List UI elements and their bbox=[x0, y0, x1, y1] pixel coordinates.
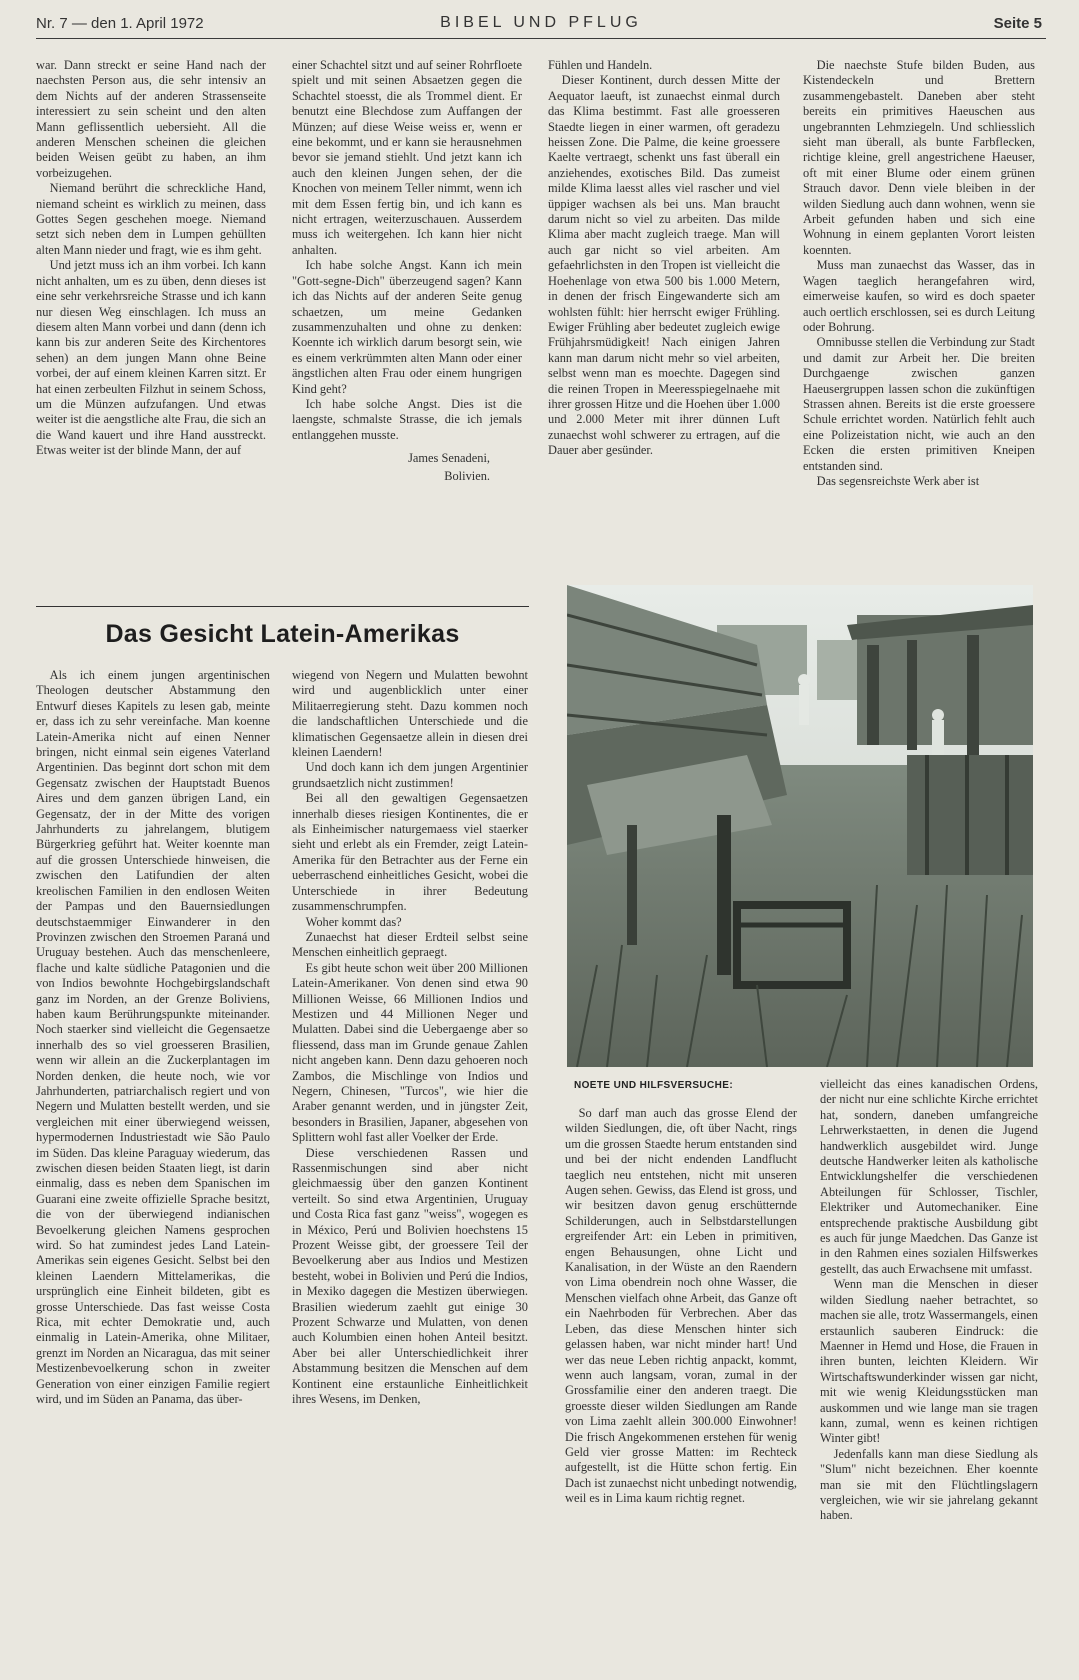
article-headline: Das Gesicht Latein-Amerikas bbox=[105, 620, 460, 648]
paragraph: Die naechste Stufe bilden Buden, aus Kistendeckeln und Brettern zusammengebastelt. Daneben aber steht bereits ein primitives Haeuschen aus ungebrannten Lehmziegeln. Und schliesslich sieht man überall, als bunte Farbflecken, richtige kleine, grell angestrichene Haeuser, oft mit einer Blume oder einem grünen Strauch davor. Denn viele bleiben in der wilden Siedlung auch dann wohnen, wenn sie Arbeit gefunden haben und sich eine Wohnung in einem geplanten Vorort leisten koennten. bbox=[803, 58, 1035, 257]
paragraph: vielleicht das eines kanadischen Ordens, der nicht nur eine schlichte Kirche errichtet hat, sondern, daneben umfangreiche Lehrwerkstaetten, in denen die Jugend handwerklich ausgebildet wird. Junge deutsche Handwerker leiten als katholische Entwicklungshelfer die verschiedenen Abteilungen für Schlosser, Tischler, Elektriker und Automechaniker. Eine entsprechende praktische Ausbildung gibt es auch für junge Maedchen. Das Ganze ist in den Rahmen eines sozialen Hilfswerkes gestellt, das auch Erwachsene mit umfasst. bbox=[820, 1077, 1038, 1276]
paragraph: Bei all den gewaltigen Gegensaetzen innerhalb dieses riesigen Kontinentes, die er als Einheimischer naturgemaess viel staerker sieht und erlebt als ein Fremder, zeigt Latein-Amerika für den Betrachter aus der Ferne ein ueberraschend einheitliches Gesicht, wobei die Unterschiede in ihrer Bedeutung zusammenschrumpfen. bbox=[292, 791, 528, 914]
paragraph: Ich habe solche Angst. Kann ich mein "Gott-segne-Dich" überzeugend sagen? Kann ich das Nichts auf der anderen Seite genug schaetzen, um meine Gedanken zusammenzuhalten und ohne zu denken: Koennte ich wirklich darum besorgt sein, wie es einem verkrümmten alten Mann oder einer ängstlichen alten Frau oder einem hungrigen Kind geht? bbox=[292, 258, 522, 396]
paragraph: Fühlen und Handeln. bbox=[548, 58, 653, 72]
paragraph: Und jetzt muss ich an ihm vorbei. Ich kann nicht anhalten, um es zu üben, denn dieses ist eine sehr verkehrsreiche Strasse und ich kann nur diesen Weg einschlagen. Ich muss an diesem alten Mann vorbei und dann (denn ich kann bis zur anderen Seite des Kirchentores sehen) an dem jungen Mann ohne Beine vorbei, der auf einem kleinen Karren sitzt. Er hat einen zerbeulten Filzhut in seinem Schoss, um die Münzen aufzufangen. Und etwas weiter ist die aengstliche alte Frau, die sich an die Wand kauert und ihre Hand ausstreckt. Etwas weiter ist der blinde Mann, der auf bbox=[36, 258, 266, 458]
page-number: Seite 5 bbox=[993, 15, 1042, 32]
paragraph: Diese verschiedenen Rassen und Rassenmischungen sind aber nicht gleichmaessig über den ganzen Kontinent verteilt. So sind etwa Argentinien, Uruguay und Costa Rica fast ganz "weiss", wogegen es in México, Perú und Bolivien hoechstens 15 Prozent Weisse gibt, der groessere Teil der Bevoelkerung aber aus Indios und Mestizen besteht, wobei in Bolivien und Perú die Indios, in Mexiko dagegen die Mestizen überwiegen. Brasilien wiederum zaehlt gut einige 30 Prozent Schwarze und Mulatten, von denen auch Kolumbien einen hohen Anteil besitzt. Aber bei aller Unterschiedlichkeit ihrer Abstammung besitzen die Menschen auf dem Kontinent eine erstaunliche Einheitlichkeit ihres Wesens, im Denken, bbox=[292, 1145, 528, 1407]
main-article-column-3 bbox=[565, 1106, 797, 1507]
paragraph: Jedenfalls kann man diese Siedlung als "Slum" nicht bezeichnen. Eher koennte man sie mit den Flüchtlingslagern vergleichen, wie wir sie jahrelang gekannt haben. bbox=[820, 1446, 1038, 1523]
paragraph: Woher kommt das? bbox=[305, 914, 402, 929]
paragraph: Es gibt heute schon weit über 200 Millionen Latein-Amerikaner. Von denen sind etwa 90 Millionen Weisse, 66 Millionen Indios und Mestizen und 44 Millionen Neger und Mulatten. Dabei sind die Uebergaenge aber so fliessend, dass man im Grunde genaue Zahlen nicht angeben kann. Denn dazu gehoeren noch Zambos, die Mischlinge von Indios und Negern, Chinesen, "Turcos", wie hier die Araber genannt werden, und in jüngster Zeit, besonders in Brasilien, Japaner, abgesehen von Splittern wohl fast aller Voelker der Erde. bbox=[292, 960, 528, 1145]
paragraph: Dieser Kontinent, durch dessen Mitte der Aequator laeuft, ist zunaechst einmal durch das Klima bestimmt. Fast alle groesseren Staedte liegen in einer warmen, oft geradezu heissen Zone. Die Palme, die keine groessere Kaelte vertraegt, schenkt uns fast überall ein anziehendes, exotisches Bild. Das zumeist milde Klima laesst alles viel rascher und viel üppiger wachsen als bei uns. Man braucht darum nicht so viel zu arbeiten. Das milde Klima aber macht zugleich traege. Man will auch gar nicht so viel arbeiten. Am gefaehrlichsten in den Tropen ist vielleicht die Hoehenlage von etwa 500 bis 1.000 Metern, in denen der frisch Eingewanderte sich am wohlsten fühlt: hier herrscht ewiger Frühling. Ewiger Frühling aber bedeutet zugleich ewige Frühjahrsmüdigkeit! Nach einigen Jahren kann man darum nicht mehr so viel arbeiten, selbst wenn man es moechte. Dagegen sind die reinen Tropen in Meeresspiegelnaehe mit ihrer grossen Hitze und die Hoehen über 1.000 und 2.000 Meter mit ihrer dünnen Luft zunaechst wohl schwerer zu ertragen, auf die Dauer aber gesünder. bbox=[548, 73, 780, 458]
paragraph: Und doch kann ich dem jungen Argentinier grundsaetzlich nicht zustimmen! bbox=[292, 760, 528, 790]
paragraph: einer Schachtel sitzt und auf seiner Rohrfloete spielt und mit seinen Absaetzen gegen die Schachtel stoesst, die als Trommel dient. Er benutzt eine Blechdose zum Auffangen der Münzen; auf diese Weise weiss er, wenn er eine bekommt, und er kann sie herausnehmen bevor sie jemand stiehlt. Und jetzt kann ich auch den kleinen Jungen sehen, der die Knochen von meinem Teller nimmt, wenn ich mit dem Essen fertig bin, und ich kann es nicht ertragen, weiterzuschauen. Ausserdem muss ich weitergehen. Ich kann hier nicht anhalten. bbox=[292, 58, 522, 257]
author-signature bbox=[292, 449, 522, 485]
paragraph: Wenn man die Menschen in dieser wilden Siedlung naeher betrachtet, so machen sie alle, trotz Wassermangels, einen erstaunlich sauberen Eindruck: die Maenner in Hemd und Hose, die Frauen in ihren bunten, leichten Kleidern. Wir Wirtschaftswunderkinder wissen gar nicht, mit wie wenig Kleidungsstücken man auskommen und wie lange man sie tragen kann, zumal, wenn es keinen richtigen Winter gibt! bbox=[820, 1277, 1038, 1446]
author-location: Bolivien. bbox=[444, 469, 490, 484]
newspaper-title: BIBEL UND PFLUG bbox=[440, 14, 642, 31]
issue-date: Nr. 7 — den 1. April 1972 bbox=[36, 15, 204, 32]
main-article-column-2 bbox=[292, 668, 528, 1408]
paragraph: Niemand berührt die schreckliche Hand, niemand scheint es wirklich zu meinen, dass Gottes Segen geschehen moege. Niemand setzt sich neben dem in Lumpen gehüllten alten Mann nieder und fragt, wie es ihm geht. bbox=[36, 181, 266, 257]
photo-caption: NOETE UND HILFSVERSUCHE: bbox=[574, 1080, 734, 1091]
paragraph: Als ich einem jungen argentinischen Theologen deutscher Abstammung den Entwurf dieses Kapitels zu lesen gab, meinte er, dass ich zu sehr vereinfache. Man koenne Latein-Amerika nicht auf einen Nenner bringen, nicht einmal sein eigenes Vaterland Argentinien. Das beginnt dort schon mit dem Gegensatz zwischen der Hauptstadt Buenos Aires und dem ganzen übrigen Land, ein Gegensatz, der in der Mitte des vorigen Jahrhunderts zu jahrelangem, blutigem Bürgerkrieg geführt hat. Weiter koennte man auf die grossen Unterschiede hinweisen, die zwischen den Latifundien der alten kreolischen Familien in den endlosen Weiten der Pampas und den Bauernsiedlungen deutschstaemmiger Einwanderer in den Provinzen zwischen den Stroemen Paraná und Uruguay bestehen. Auch das menschenleere, flache und kalte südliche Patagonien und die von Indios bewohnte Hochgebirgslandschaft ganz im Norden, an der Grenze Boliviens, haben kaum Berührungspunkte miteinander. Noch staerker sind vielleicht die Gegensaetze innerhalb des so viel groesseren Brasilien, wenn wir allein an die Zuckerplantagen im Norden denken, die heute noch, wie vor Jahrhunderten, patriarchalisch regiert und von Negern und Mulatten bestellt werden, und sie vergleichen mit einer überwiegend weissen, hypermodernen Industriestadt wie São Paulo im Süden. Das kleine Paraguay wiederum, das zwischen diesen beiden Staaten liegt, ist darin einmalig, dass es neben dem Spanischen im Guarani eine zweite offizielle Sprache besitzt, die von der überwiegend indianischen Bevoelkerung gleichen Namens gesprochen wird. So hat zumindest jedes Land Latein-Amerikas sein eigenes Gesicht. Selbst bei den kleinen Laendern Mittelamerikas, die ursprünglich eine Einheit bildeten, gibt es grosse Unterschiede. Das fast weisse Costa Rica, mit echter Demokratie und, auch einmalig in Latein-Amerika, ohne Militaer, grenzt im Norden an Nicaragua, das mit seiner Mestizenbevoelkerung schon in zweiter Generation von einer einzigen Familie regiert wird, und im Süden an Panama, das über- bbox=[36, 668, 270, 1407]
top-article-column-1 bbox=[36, 58, 266, 459]
paragraph: Ich habe solche Angst. Dies ist die laengste, schmalste Strasse, die ich jemals entlanggehen musste. bbox=[292, 396, 522, 442]
top-article-column-4 bbox=[803, 58, 1035, 489]
top-article-column-3 bbox=[548, 58, 780, 459]
paragraph: Omnibusse stellen die Verbindung zur Stadt und damit zur Arbeit her. Die breiten Durchgaenge zwischen ganzen Haeusergruppen lassen schon die zukünftigen Strassen ahnen. Bereits ist die erste groessere Schule errichtet worden. Natürlich fehlt auch eine Polizeistation nicht, wie auch an den Ecken die ersten primitiven Kneipen entstanden sind. bbox=[803, 335, 1035, 473]
paragraph: Das segensreichste Werk aber ist bbox=[816, 473, 980, 488]
page-header bbox=[36, 12, 1046, 39]
paragraph: Zunaechst hat dieser Erdteil selbst seine Menschen einheitlich gepraegt. bbox=[292, 929, 528, 960]
section-divider bbox=[36, 606, 529, 607]
top-article-column-2 bbox=[292, 58, 522, 485]
paragraph: So darf man auch das grosse Elend der wilden Siedlungen, die, oft über Nacht, rings um die grossen Staedte herum entstanden sind und bei der nicht endenden Landflucht taeglich neu entstehen, nicht mit unseren Augen sehen. Gewiss, das Elend ist gross, und wir besitzen davon genug erschütternde Schilderungen, auch in Selbstdarstellungen ergreifender Art: ein Leben in primitiven, engen Behausungen, ohne Licht und Kanalisation, in der Wüste an den Raendern von Lima obendrein noch ohne Wasser, die Menschen vielfach ohne Arbeit, das Ganze oft ein Naehrboden für Verbrechen. Aber das Leben, das diese Menschen hinter sich gelassen haben, war nicht minder hart! Und wer das neue Leben richtig anpackt, kommt, wenn auch langsam, voran, zumal in der Grossfamilie einer den anderen traegt. Die groesste dieser wilden Siedlungen am Rande von Lima zaehlt allein 300.000 Einwohner! Die frisch Angekommenen erstehen für wenig Geld vier grosse Matten: im Rechteck aufgestellt, ist die Hütte schon fertig. Ein Dach ist zunaechst nicht unbedingt notwendig, weil es in Lima kaum richtig regnet. bbox=[565, 1106, 797, 1506]
paragraph: wiegend von Negern und Mulatten bewohnt wird und augenblicklich unter einer Militaerregierung steht. Dazu kommen noch die landschaftlichen Unterschiede und die klimatischen Gegensaetze allein in diesen drei kleinen Laendern! bbox=[292, 668, 528, 760]
paragraph: war. Dann streckt er seine Hand nach der naechsten Person aus, die sehr intensiv an dem Nichts auf der anderen Strassenseite interessiert zu sein scheint und den alten Mann geflissentlich uebersieht. All die anderen Menschen scheinen die gleichen beiden Weisen geübt zu haben, an ihm vorbeizugehen. bbox=[36, 58, 266, 180]
settlement-photo bbox=[567, 585, 1033, 1067]
author-name: James Senadeni, bbox=[408, 451, 490, 466]
main-article-column-1 bbox=[36, 668, 270, 1408]
paragraph: Muss man zunaechst das Wasser, das in Wagen taeglich herangefahren wird, eimerweise kaufen, so wird es doch spaeter auch oertlich erschlossen, sei es durch Leitung oder Bohrung. bbox=[803, 258, 1035, 334]
main-article-column-4 bbox=[820, 1077, 1038, 1524]
